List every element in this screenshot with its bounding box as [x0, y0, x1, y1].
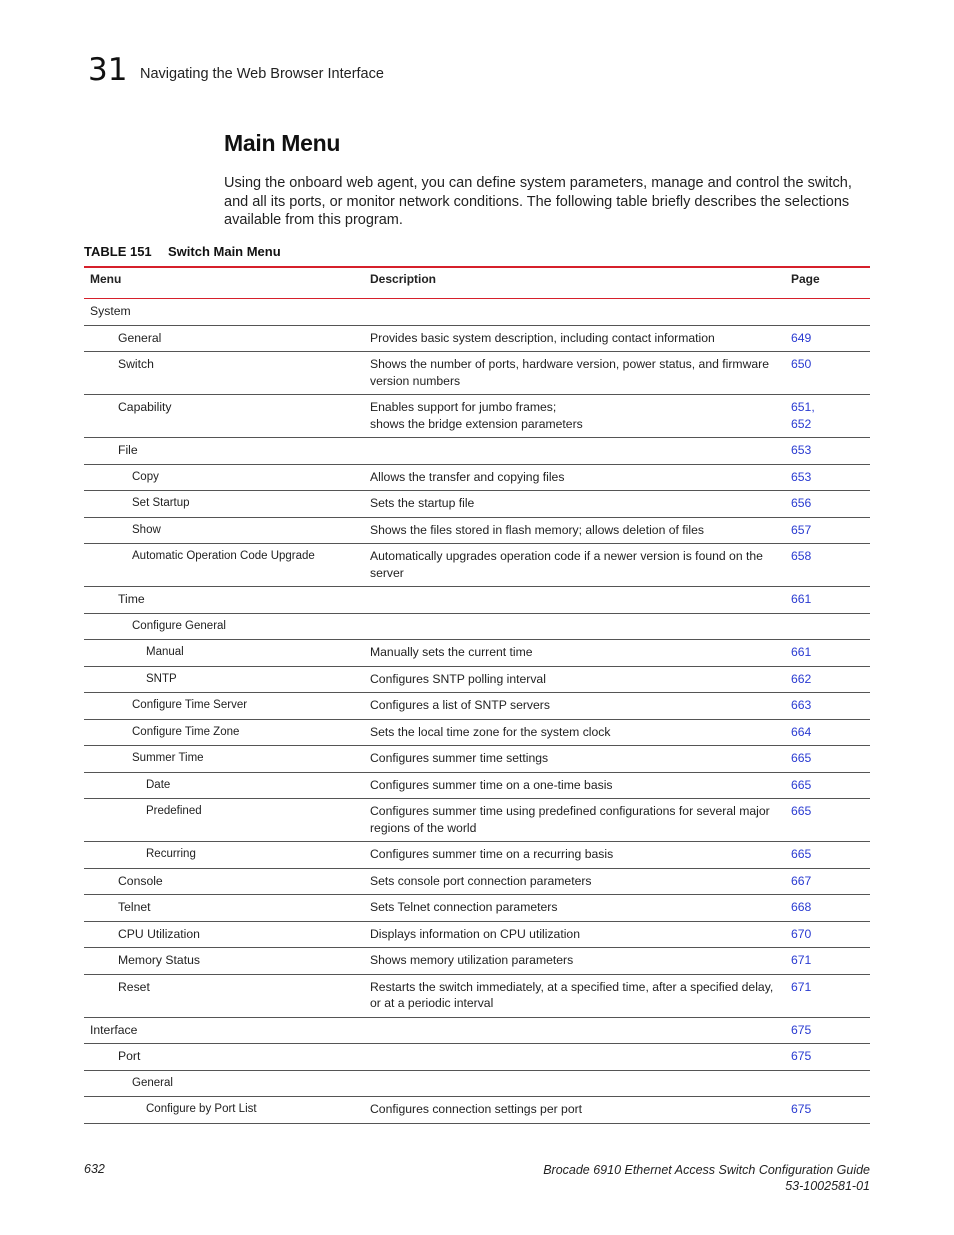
description-cell: Sets console port connection parameters	[364, 868, 785, 895]
description-cell: Sets the local time zone for the system clock	[364, 719, 785, 746]
table-row	[84, 1044, 870, 1071]
table-row	[84, 666, 870, 693]
page-link[interactable]: 649	[785, 325, 870, 352]
table-row	[84, 464, 870, 491]
menu-cell: Copy	[84, 464, 364, 491]
page-link[interactable]: 657	[785, 517, 870, 544]
column-header-description: Description	[364, 267, 785, 299]
table-row	[84, 517, 870, 544]
page-link[interactable]: 668	[785, 895, 870, 922]
table-row	[84, 719, 870, 746]
page-link[interactable]: 662	[785, 666, 870, 693]
page-link[interactable]: 665	[785, 772, 870, 799]
menu-cell: Telnet	[84, 895, 364, 922]
table-row	[84, 544, 870, 587]
column-header-page: Page	[785, 267, 870, 299]
description-cell: Configures connection settings per port	[364, 1097, 785, 1124]
page-link	[785, 1070, 870, 1097]
description-cell	[364, 1044, 785, 1071]
footer-page-number: 632	[84, 1162, 105, 1176]
description-cell: Configures summer time using predefined configurations for several major regions of the world	[364, 799, 785, 842]
description-cell: Automatically upgrades operation code if a newer version is found on the server	[364, 544, 785, 587]
table-row	[84, 613, 870, 640]
menu-cell: Configure General	[84, 613, 364, 640]
table-row	[84, 799, 870, 842]
description-cell	[364, 299, 785, 326]
table-row	[84, 842, 870, 869]
table-row	[84, 395, 870, 438]
menu-cell: Configure Time Server	[84, 693, 364, 720]
table-row	[84, 438, 870, 465]
table-row	[84, 1097, 870, 1124]
page-link[interactable]: 658	[785, 544, 870, 587]
page-link[interactable]: 675	[785, 1017, 870, 1044]
description-cell	[364, 613, 785, 640]
page-link[interactable]: 670	[785, 921, 870, 948]
menu-cell: General	[84, 1070, 364, 1097]
table-row	[84, 693, 870, 720]
switch-main-menu-table	[84, 266, 870, 1124]
menu-cell: Configure Time Zone	[84, 719, 364, 746]
menu-cell: File	[84, 438, 364, 465]
chapter-title: Navigating the Web Browser Interface	[140, 66, 384, 82]
page-link[interactable]: 656	[785, 491, 870, 518]
page-link[interactable]: 671	[785, 948, 870, 975]
table-caption	[84, 244, 281, 259]
menu-cell: System	[84, 299, 364, 326]
menu-cell: Recurring	[84, 842, 364, 869]
page-link[interactable]: 661	[785, 640, 870, 667]
menu-cell: Time	[84, 587, 364, 614]
footer-doc-info	[543, 1162, 870, 1194]
menu-cell: Predefined	[84, 799, 364, 842]
menu-cell: Automatic Operation Code Upgrade	[84, 544, 364, 587]
menu-cell: Reset	[84, 974, 364, 1017]
menu-cell: Console	[84, 868, 364, 895]
intro-paragraph: Using the onboard web agent, you can define system parameters, manage and control the switch, and all its ports, or monitor network conditions. The following table briefly describes the selections available from this program.	[224, 175, 852, 228]
table-row	[84, 299, 870, 326]
description-cell: Shows the number of ports, hardware version, power status, and firmware version numbers	[364, 352, 785, 395]
menu-cell: Summer Time	[84, 746, 364, 773]
page-link[interactable]: 665	[785, 746, 870, 773]
table-row	[84, 868, 870, 895]
menu-cell: Show	[84, 517, 364, 544]
table-caption-label: TABLE 151	[84, 244, 152, 259]
menu-cell: Memory Status	[84, 948, 364, 975]
menu-cell: Date	[84, 772, 364, 799]
page-link[interactable]: 671	[785, 974, 870, 1017]
menu-cell: CPU Utilization	[84, 921, 364, 948]
table-row	[84, 491, 870, 518]
description-cell: Configures summer time on a one-time basis	[364, 772, 785, 799]
table-row	[84, 772, 870, 799]
table-row	[84, 640, 870, 667]
description-cell	[364, 587, 785, 614]
description-cell	[364, 1017, 785, 1044]
page-link[interactable]: 664	[785, 719, 870, 746]
menu-cell: General	[84, 325, 364, 352]
page-link[interactable]: 675	[785, 1097, 870, 1124]
page-link[interactable]: 650	[785, 352, 870, 395]
description-cell	[364, 1070, 785, 1097]
menu-cell: Port	[84, 1044, 364, 1071]
table-row	[84, 325, 870, 352]
menu-cell: Configure by Port List	[84, 1097, 364, 1124]
page-link	[785, 613, 870, 640]
description-cell: Sets the startup file	[364, 491, 785, 518]
description-cell	[364, 438, 785, 465]
description-cell: Displays information on CPU utilization	[364, 921, 785, 948]
page-link[interactable]: 653	[785, 464, 870, 491]
menu-cell: Manual	[84, 640, 364, 667]
menu-cell: Capability	[84, 395, 364, 438]
table-row	[84, 1070, 870, 1097]
table-row	[84, 921, 870, 948]
footer-doc-number: 53-1002581-01	[785, 1179, 870, 1193]
table-caption-title: Switch Main Menu	[168, 244, 281, 259]
column-header-menu: Menu	[84, 267, 364, 299]
menu-cell: Interface	[84, 1017, 364, 1044]
section-title: Main Menu	[224, 130, 341, 156]
table-body	[84, 299, 870, 1124]
table-row	[84, 587, 870, 614]
page-link[interactable]: 665	[785, 799, 870, 842]
chapter-number: 31	[88, 52, 128, 88]
menu-cell: SNTP	[84, 666, 364, 693]
description-cell: Configures a list of SNTP servers	[364, 693, 785, 720]
page-link[interactable]: 663	[785, 693, 870, 720]
page-link[interactable]: 675	[785, 1044, 870, 1071]
table-row	[84, 352, 870, 395]
page-link[interactable]: 665	[785, 842, 870, 869]
table-row	[84, 974, 870, 1017]
page-link[interactable]: 651, 652	[785, 395, 870, 438]
table-row	[84, 746, 870, 773]
description-cell: Manually sets the current time	[364, 640, 785, 667]
description-cell: Enables support for jumbo frames; shows the bridge extension parameters	[364, 395, 785, 438]
description-cell: Sets Telnet connection parameters	[364, 895, 785, 922]
description-cell: Configures summer time settings	[364, 746, 785, 773]
page-link	[785, 299, 870, 326]
description-cell: Configures summer time on a recurring basis	[364, 842, 785, 869]
footer-doc-title: Brocade 6910 Ethernet Access Switch Configuration Guide	[543, 1163, 870, 1177]
table-row	[84, 1017, 870, 1044]
table-row	[84, 948, 870, 975]
menu-cell: Set Startup	[84, 491, 364, 518]
table-header-row	[84, 267, 870, 299]
table-row	[84, 895, 870, 922]
description-cell: Configures SNTP polling interval	[364, 666, 785, 693]
description-cell: Shows memory utilization parameters	[364, 948, 785, 975]
description-cell: Shows the files stored in flash memory; allows deletion of files	[364, 517, 785, 544]
menu-cell: Switch	[84, 352, 364, 395]
page-link[interactable]: 667	[785, 868, 870, 895]
description-cell: Allows the transfer and copying files	[364, 464, 785, 491]
page-link[interactable]: 661	[785, 587, 870, 614]
description-cell: Provides basic system description, including contact information	[364, 325, 785, 352]
page-link[interactable]: 653	[785, 438, 870, 465]
description-cell: Restarts the switch immediately, at a specified time, after a specified delay, or at a periodic interval	[364, 974, 785, 1017]
